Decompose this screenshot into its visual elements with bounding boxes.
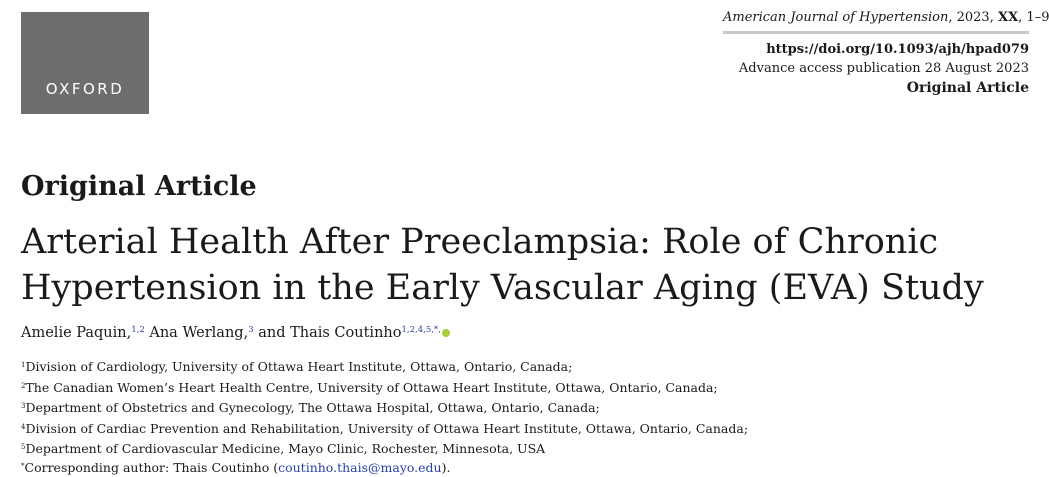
- affiliation-text: Division of Cardiac Prevention and Rehabilitation, University of Ottawa Heart Institute, Ottawa, Ontario, Canada;: [25, 420, 749, 436]
- logo-text: OXFORD: [45, 80, 125, 98]
- article-type-header: Original Article: [906, 80, 1029, 96]
- author-affiliation-ref[interactable]: 1,2: [131, 325, 145, 335]
- author-list: [21, 320, 450, 343]
- journal-name: American Journal of Hypertension: [723, 10, 949, 25]
- affiliation-text: The Canadian Women’s Heart Health Centre, University of Ottawa Heart Institute, Ottawa, Ontario, Canada;: [25, 379, 718, 395]
- author-affiliation-ref[interactable]: 1,2,4,5,*,: [401, 325, 441, 335]
- affiliation-item: [21, 397, 748, 418]
- corresponding-email-link[interactable]: coutinho.thais@mayo.edu: [278, 460, 442, 475]
- article-title: Arterial Health After Preeclampsia: Role of Chronic Hypertension in the Early Vascular Aging (EVA) Study: [21, 222, 984, 308]
- affiliation-item: [21, 438, 748, 459]
- affiliations: [21, 356, 748, 459]
- advance-access: Advance access publication 28 August 2023: [738, 61, 1029, 76]
- journal-citation: [723, 8, 1049, 34]
- section-type: Original Article: [21, 171, 257, 202]
- journal-volume: XX: [997, 10, 1019, 25]
- affiliation-number: 2: [21, 381, 26, 390]
- corresponding-marker: *: [21, 462, 25, 470]
- oxford-logo: [21, 12, 149, 114]
- corresponding-prefix: Corresponding author: Thais Coutinho (: [24, 460, 279, 475]
- affiliation-number: 1: [21, 361, 26, 369]
- affiliation-text: Department of Cardiovascular Medicine, Mayo Clinic, Rochester, Minnesota, USA: [25, 441, 546, 456]
- journal-pages: , 1–9: [1018, 10, 1049, 25]
- author-name[interactable]: and Thais Coutinho: [253, 325, 402, 341]
- author-affiliation-ref[interactable]: 3: [248, 325, 254, 335]
- affiliation-number: 3: [21, 402, 26, 410]
- corresponding-suffix: ).: [441, 460, 451, 475]
- author-name[interactable]: Amelie Paquin,: [21, 325, 132, 341]
- affiliation-number: 4: [21, 422, 26, 431]
- journal-year: , 2023,: [948, 10, 998, 25]
- affiliation-number: 5: [21, 443, 26, 451]
- affiliation-text: Department of Obstetrics and Gynecology, The Ottawa Hospital, Ottawa, Ontario, Canada;: [25, 400, 600, 415]
- affiliation-item: [21, 418, 748, 439]
- affiliation-text: Division of Cardiology, University of Ottawa Heart Institute, Ottawa, Ontario, Canada;: [25, 359, 573, 374]
- doi-link[interactable]: https://doi.org/10.1093/ajh/hpad079: [766, 42, 1029, 57]
- author-name[interactable]: Ana Werlang,: [144, 325, 249, 341]
- affiliation-item: [21, 356, 748, 377]
- corresponding-author: [21, 457, 450, 477]
- journal-header: [723, 8, 1049, 99]
- orcid-icon[interactable]: [442, 329, 450, 337]
- affiliation-item: [21, 377, 748, 398]
